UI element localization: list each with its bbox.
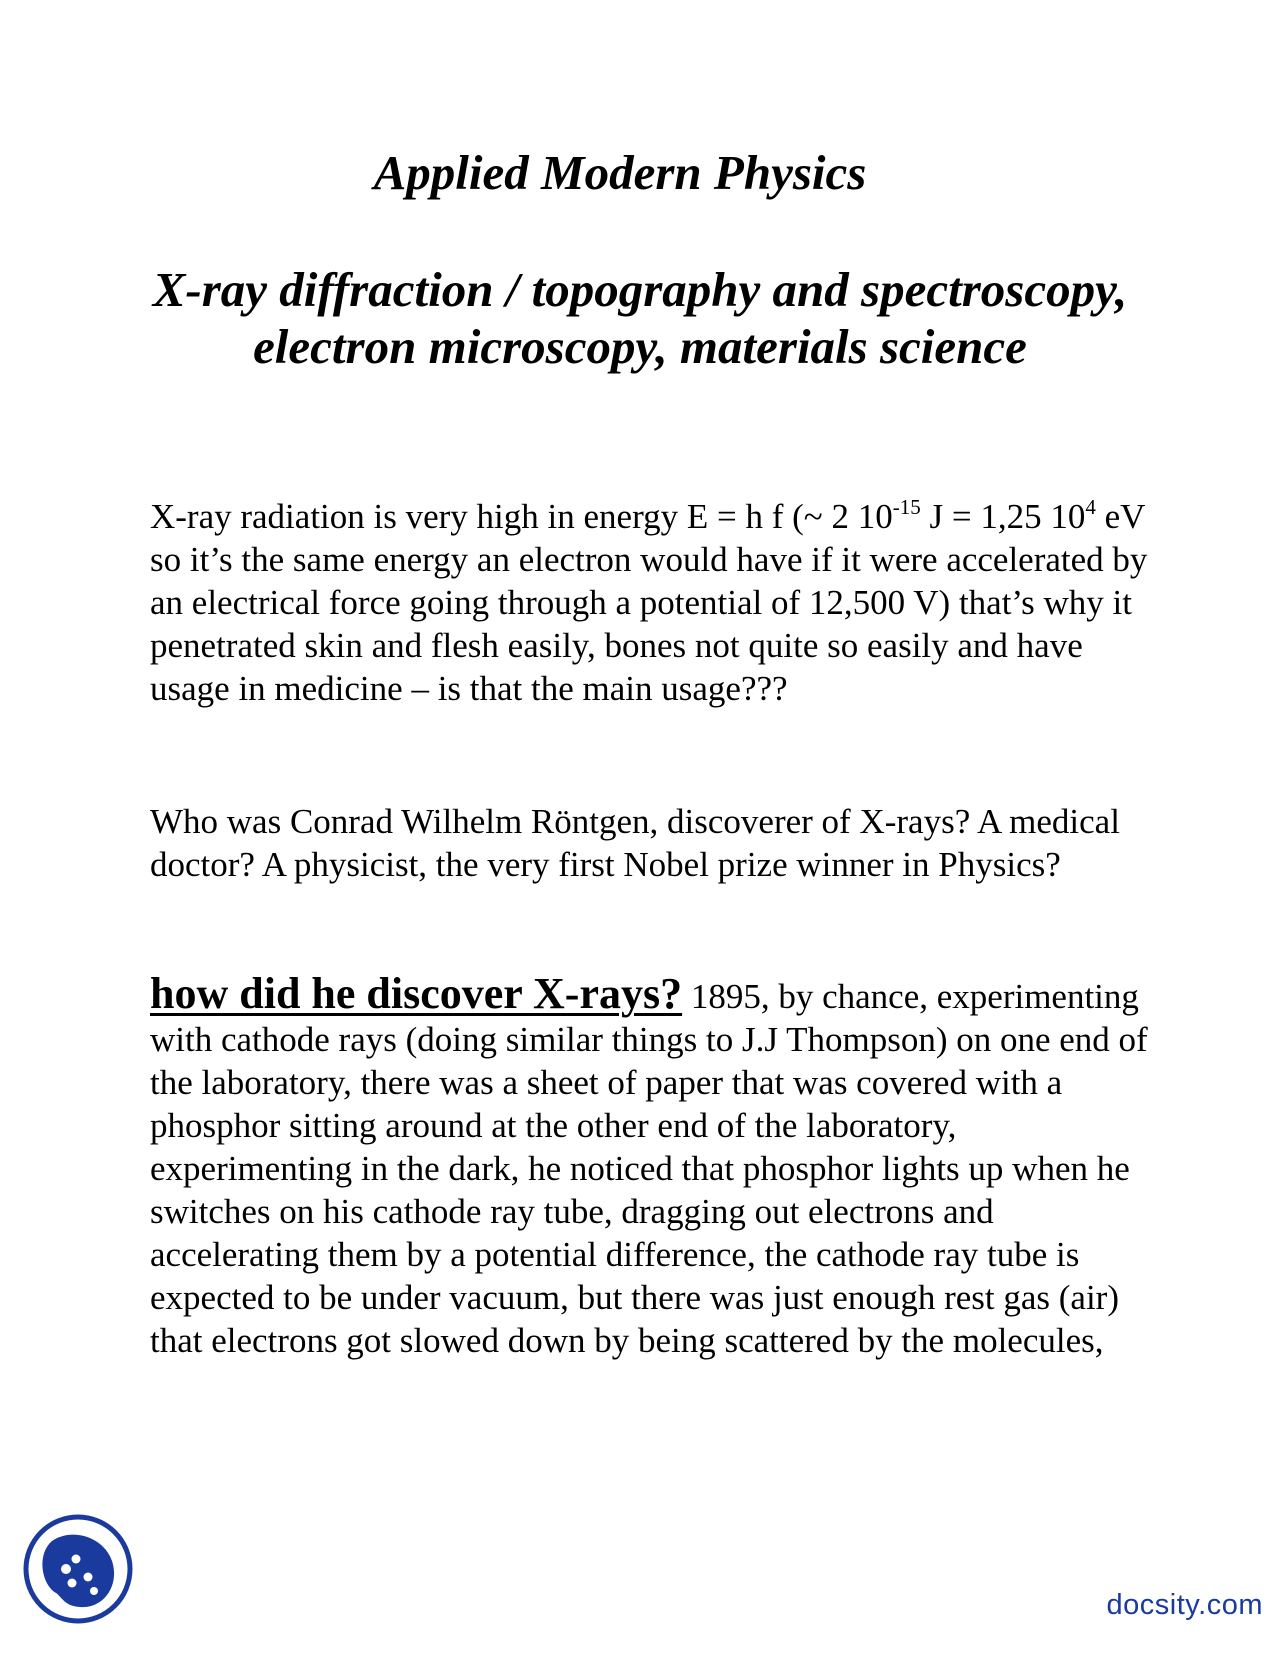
paragraph-rontgen: Who was Conrad Wilhelm Röntgen, discoverer of X-rays? A medical doctor? A physicist, the very first Nobel prize winner in Physics? [150,802,1120,884]
exponent: 4 [1085,495,1096,519]
paragraph-xray-energy [150,495,1150,710]
paragraph-discovery [150,969,1150,1362]
paragraph-text: 1895, by chance, experimenting with cathode rays (doing similar things to J.J Thompson) on one end of the laboratory, there was a sheet of paper that was covered with a phosphor sitting around at the other end of the laboratory, experimenting in the dark, he noticed that phosphor lights up when he switches on his cathode ray tube, dragging out electrons and accelerating them by a potential difference, the cathode ray tube is expected to be under vacuum, but there was just enough rest gas (air) that electrons got slowed down by being scattered by the molecules, [150,977,1148,1360]
docsity-logo-icon[interactable] [22,1513,134,1625]
docsity-logo-graphic [22,1513,134,1625]
document-subtitle: X-ray diffraction / topography and spectroscopy, electron microscopy, materials science [152,262,1128,374]
paragraph-text: eV so it’s the same energy an electron would have if it were accelerated by an electrical force going through a potential of 12,500 V) that’s why it penetrated skin and flesh easily, bones not quite so easily and have usage in medicine – is that the main usage??? [150,497,1148,708]
exponent: -15 [892,495,921,519]
paragraph-text: X-ray radiation is very high in energy E = h f (~ 2 10 [150,497,893,536]
paragraph-text: J = 1,25 10 [920,497,1086,536]
footer-site-link[interactable]: docsity.com [1106,1589,1263,1621]
discovery-heading: how did he discover X-rays? [150,969,683,1018]
document-title: Applied Modern Physics [373,145,867,200]
